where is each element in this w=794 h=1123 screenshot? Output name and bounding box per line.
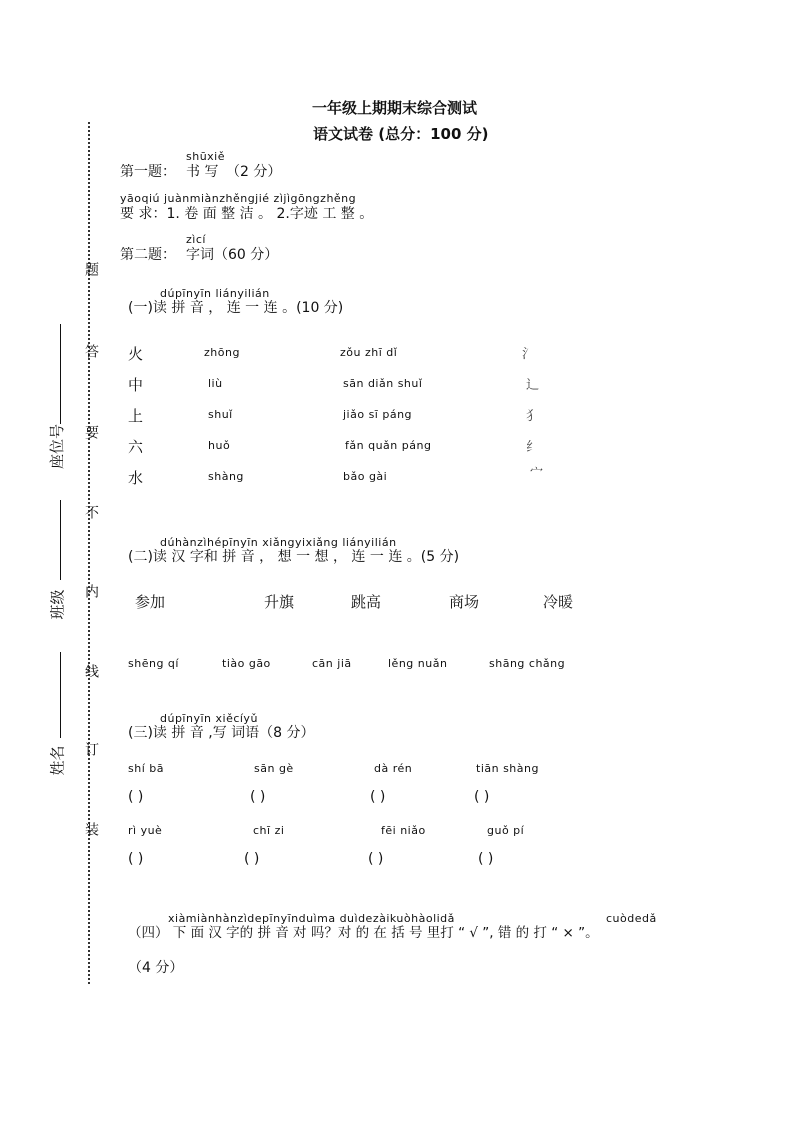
binding-char: 答 — [83, 344, 99, 358]
part1-radical-name: sān diǎn shuǐ — [343, 377, 423, 390]
part2-pinyin-option: shāng chǎng — [489, 657, 566, 670]
part3-word-pinyin: shí bā — [128, 762, 164, 775]
answer-blank[interactable]: ( ) — [128, 851, 144, 867]
part3-pinyin: dúpīnyīn xiěcíyǔ — [160, 712, 258, 725]
part1-title: (一)读 拼 音 ， 连 一 连 。(10 分) — [128, 300, 344, 316]
answer-blank[interactable]: ( ) — [368, 851, 384, 867]
part1-radical: 宀 — [530, 466, 544, 481]
part3-word-pinyin: rì yuè — [128, 824, 163, 837]
binding-char: 题 — [83, 262, 99, 276]
q2-pinyin: zìcí — [186, 233, 206, 246]
part1-char-pinyin: zhōng — [204, 346, 240, 359]
part3-title: (三)读 拼 音 ,写 词语（8 分） — [128, 725, 315, 741]
part2-title: (二)读 汉 字和 拼 音 ， 想 一 想 ， 连 一 连 。(5 分) — [128, 549, 460, 565]
q1-score: （2 分） — [226, 164, 282, 180]
part2-pinyin: dúhànzìhépīnyīn xiǎngyixiǎng liányilián — [160, 536, 397, 549]
part3-word-pinyin: tiān shàng — [476, 762, 539, 775]
q1-req-pinyin: yāoqiú juànmiànzhěngjié zìjìgōngzhěng — [120, 192, 357, 205]
part4-pinyin: xiàmiànhànzìdepīnyīnduìma duìdezàikuòhàolidǎ — [168, 912, 455, 925]
part2-word: 冷暖 — [543, 593, 574, 611]
binding-char: 订 — [83, 742, 99, 756]
answer-blank[interactable]: ( ) — [370, 789, 386, 805]
part4-title: （四） 下 面 汉 字的 拼 音 对 吗？对 的 在 括 号 里打 “ √ ”, 错 的 打 “ × ”。 — [128, 925, 599, 941]
binding-dotted-line — [88, 122, 90, 984]
part1-char: 火 — [128, 345, 144, 363]
part1-radical: 氵 — [522, 347, 536, 362]
binding-char: 线 — [83, 664, 99, 678]
part1-radical-name: fǎn quǎn páng — [345, 439, 432, 452]
class-blank[interactable] — [60, 500, 61, 580]
part1-radical-name: zǒu zhī dǐ — [340, 346, 398, 359]
part3-word-pinyin: guǒ pí — [487, 824, 525, 837]
part2-word: 参加 — [135, 593, 166, 611]
part2-pinyin-option: tiào gāo — [222, 657, 271, 670]
part1-char: 水 — [128, 469, 144, 487]
seat-number-blank[interactable] — [60, 324, 61, 424]
part4-score: （4 分） — [128, 960, 184, 976]
q1-title: 书 写 — [186, 164, 219, 180]
q2-title: 字词（60 分） — [186, 247, 279, 263]
part1-char-pinyin: huǒ — [208, 439, 231, 452]
part1-char: 六 — [128, 438, 144, 456]
part1-radical-name: bǎo gài — [343, 470, 388, 483]
part1-radical: 犭 — [526, 409, 540, 424]
part3-word-pinyin: fēi niǎo — [381, 824, 426, 837]
part2-word: 商场 — [449, 593, 480, 611]
exam-title: 一年级上期期末综合测试 — [312, 99, 478, 117]
exam-subtitle: 语文试卷 (总分：100 分) — [313, 125, 489, 143]
binding-char: 不 — [83, 505, 99, 519]
name-label: 姓名 — [48, 745, 67, 776]
q1-label: 第一题： — [120, 164, 176, 180]
binding-char: 要 — [83, 425, 99, 439]
part1-char: 中 — [128, 376, 144, 394]
binding-char: 内 — [83, 584, 99, 598]
part1-radical-name: jiǎo sī páng — [343, 408, 413, 421]
answer-blank[interactable]: ( ) — [128, 789, 144, 805]
part2-pinyin-option: cān jiā — [312, 657, 352, 670]
part3-word-pinyin: dà rén — [374, 762, 413, 775]
q1-pinyin: shūxiě — [186, 150, 226, 163]
part1-char: 上 — [128, 407, 144, 425]
class-label: 班级 — [48, 589, 67, 620]
part1-char-pinyin: shuǐ — [208, 408, 233, 421]
part3-word-pinyin: sān gè — [254, 762, 294, 775]
part2-word: 升旗 — [264, 593, 295, 611]
binding-char: 装 — [83, 822, 99, 836]
part2-word: 跳高 — [351, 593, 382, 611]
part1-char-pinyin: shàng — [208, 470, 244, 483]
part1-char-pinyin: liù — [208, 377, 223, 390]
name-blank[interactable] — [60, 652, 61, 738]
part3-word-pinyin: chī zi — [253, 824, 285, 837]
q1-requirement: 要 求：1. 卷 面 整 洁 。 2.字迹 工 整 。 — [120, 206, 374, 222]
part2-pinyin-option: lěng nuǎn — [388, 657, 448, 670]
part2-pinyin-option: shēng qí — [128, 657, 179, 670]
part4-pinyin-end: cuòdedǎ — [606, 912, 657, 925]
q2-label: 第二题： — [120, 247, 176, 263]
answer-blank[interactable]: ( ) — [250, 789, 266, 805]
seat-number-label: 座位号 — [48, 423, 67, 470]
answer-blank[interactable]: ( ) — [244, 851, 260, 867]
part1-radical: 纟 — [526, 440, 540, 455]
answer-blank[interactable]: ( ) — [474, 789, 490, 805]
answer-blank[interactable]: ( ) — [478, 851, 494, 867]
part1-radical: 辶 — [526, 378, 540, 393]
part1-pinyin: dúpīnyīn liányilián — [160, 287, 270, 300]
